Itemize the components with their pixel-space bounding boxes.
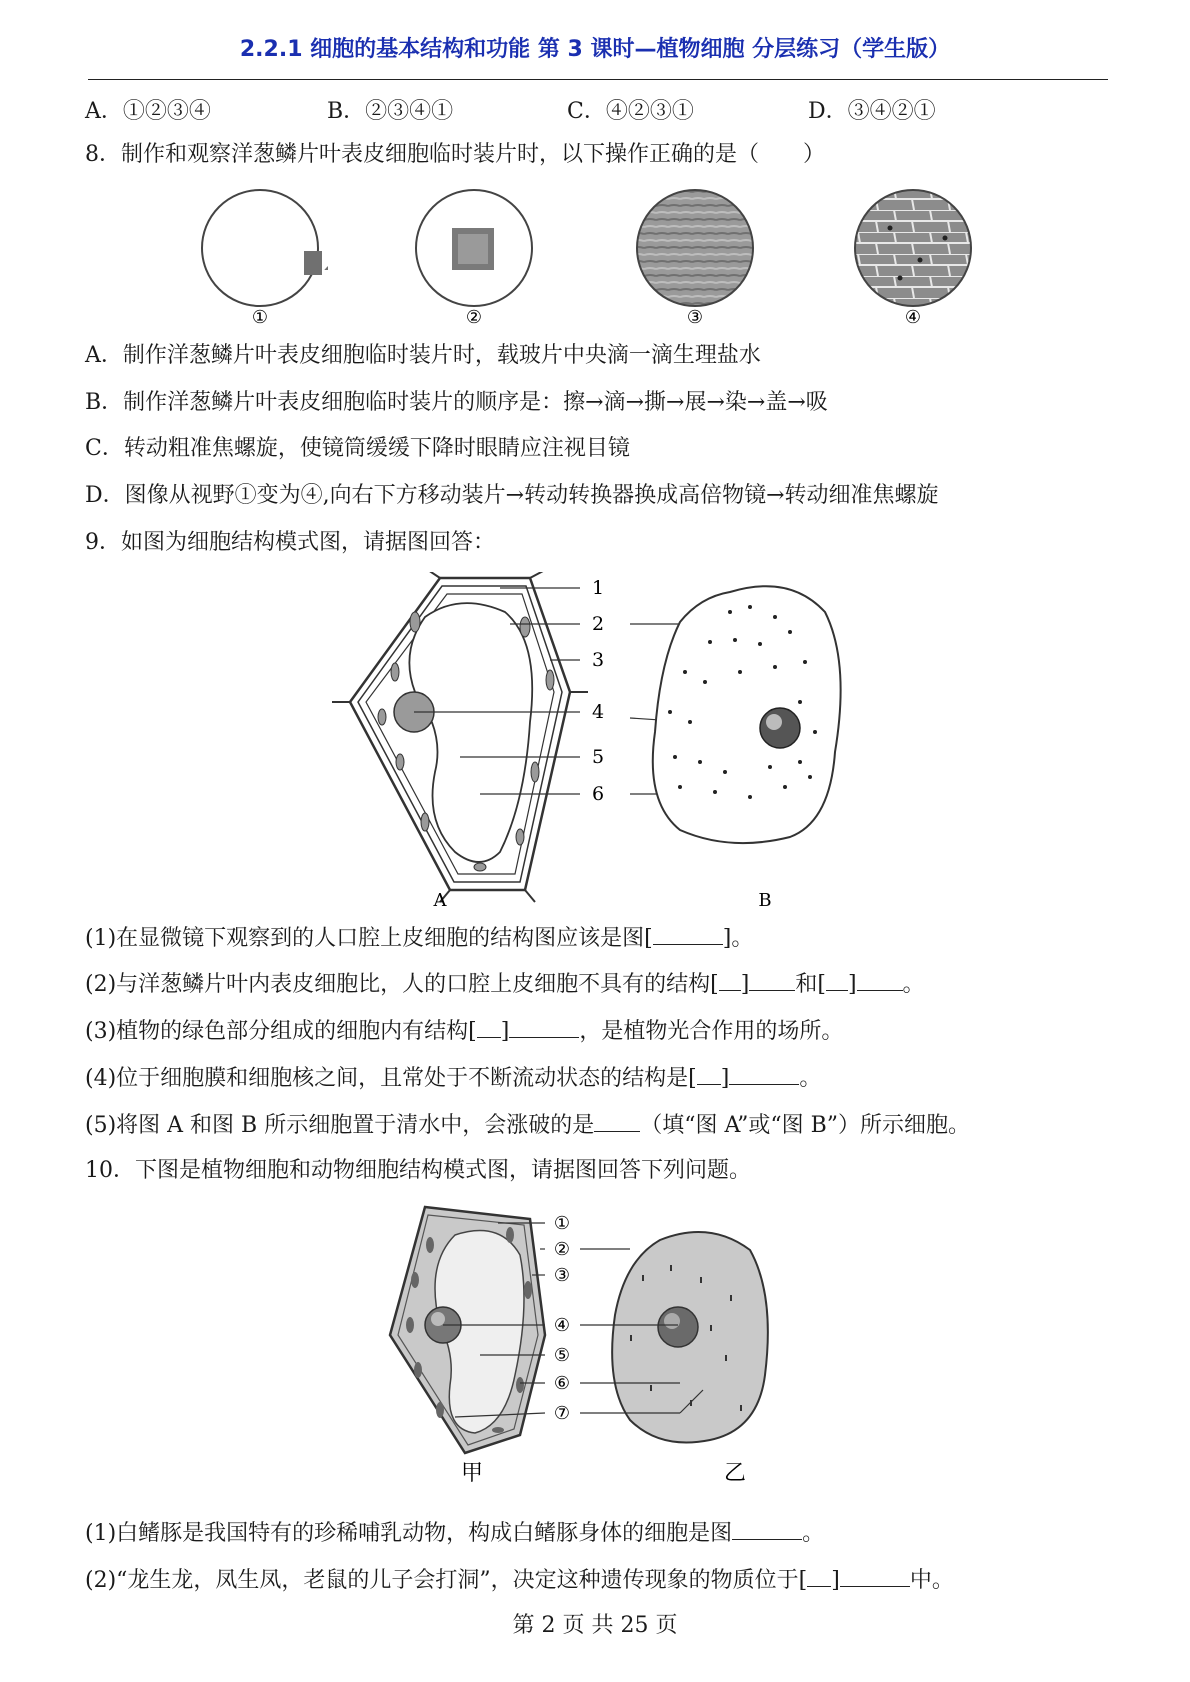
q7-option-c: C．④②③①: [567, 99, 694, 124]
answer-blank[interactable]: [840, 1564, 910, 1587]
q9-question-4: (4)位于细胞膜和细胞核之间，且常处于不断流动状态的结构是[ ] 。: [85, 1062, 821, 1094]
q7-option-a: A．①②③④: [85, 99, 211, 124]
answer-blank[interactable]: [509, 1015, 579, 1038]
field-of-view-4: [855, 190, 971, 306]
q7-option-b: B．②③④①: [327, 99, 454, 124]
label-circled-1: ①: [553, 1213, 571, 1234]
page-footer: 第 2 页 共 25 页: [512, 1613, 678, 1638]
q8-option-b: B．制作洋葱鳞片叶表皮细胞临时装片的顺序是：擦→滴→撕→展→染→盖→吸: [85, 390, 828, 415]
q10-cell-diagram: [380, 1205, 810, 1487]
fig-label-1: ①: [251, 307, 269, 328]
cell-a-label: A: [433, 890, 447, 911]
fig-label-4: ④: [904, 307, 922, 328]
answer-blank[interactable]: [697, 1062, 721, 1085]
label-5: 5: [592, 746, 605, 768]
answer-blank[interactable]: [719, 968, 741, 991]
q9-question-5: (5)将图 A 和图 B 所示细胞置于清水中，会涨破的是 （填“图 A”或“图 B”）所示细胞。: [85, 1109, 970, 1141]
fig-label-3: ③: [686, 307, 704, 328]
fig-label-2: ②: [465, 307, 483, 328]
q10-stem: 10．下图是植物细胞和动物细胞结构模式图，请据图回答下列问题。: [85, 1158, 751, 1183]
q9-cell-diagram: [330, 572, 870, 912]
specimen-corner: [304, 251, 322, 275]
label-3: 3: [592, 649, 605, 671]
label-6: 6: [592, 783, 605, 805]
answer-blank[interactable]: [732, 1517, 802, 1540]
q8-microscope-figure: [200, 188, 990, 328]
label-circled-6: ⑥: [553, 1373, 571, 1394]
answer-blank[interactable]: [729, 1062, 799, 1085]
q7-option-d: D．③④②①: [808, 99, 936, 124]
cell-yi-label: 乙: [723, 1461, 747, 1486]
q9-question-3: (3)植物的绿色部分组成的细胞内有结构[ ] ，是植物光合作用的场所。: [85, 1015, 843, 1047]
nucleus-yi: [658, 1307, 698, 1347]
cell-jia-label: 甲: [460, 1461, 484, 1486]
label-4: 4: [592, 701, 605, 723]
label-2: 2: [592, 613, 605, 635]
q9-question-1: (1)在显微镜下观察到的人口腔上皮细胞的结构图应该是图[ ]。: [85, 922, 753, 954]
answer-blank[interactable]: [807, 1564, 831, 1587]
q10-question-2: (2)“龙生龙，凤生凤，老鼠的儿子会打洞”，决定这种遗传现象的物质位于[ ] 中。: [85, 1564, 954, 1596]
field-of-view-1: [202, 190, 318, 306]
q8-option-c: C．转动粗准焦螺旋，使镜筒缓缓下降时眼睛应注视目镜: [85, 436, 630, 461]
page-header-title: 2.2.1 细胞的基本结构和功能 第 3 课时—植物细胞 分层练习（学生版）: [239, 37, 951, 62]
label-circled-4: ④: [553, 1315, 571, 1336]
header-rule: [88, 79, 1108, 80]
cell-b-label: B: [758, 890, 772, 911]
answer-blank[interactable]: [857, 968, 903, 991]
q9-question-2: (2)与洋葱鳞片叶内表皮细胞比，人的口腔上皮细胞不具有的结构[ ] 和[ ] 。: [85, 968, 925, 1000]
answer-blank[interactable]: [826, 968, 848, 991]
q8-option-d: D．图像从视野①变为④,向右下方移动装片→转动转换器换成高倍物镜→转动细准焦螺旋: [85, 483, 939, 508]
label-1: 1: [592, 577, 605, 599]
label-circled-2: ②: [553, 1239, 571, 1260]
label-circled-5: ⑤: [553, 1345, 571, 1366]
q9-stem: 9．如图为细胞结构模式图，请据图回答：: [85, 530, 495, 555]
answer-blank[interactable]: [653, 922, 723, 945]
q10-question-1: (1)白鳍豚是我国特有的珍稀哺乳动物，构成白鳍豚身体的细胞是图 。: [85, 1517, 824, 1549]
answer-blank[interactable]: [749, 968, 795, 991]
answer-blank[interactable]: [477, 1015, 501, 1038]
q8-option-a: A．制作洋葱鳞片叶表皮细胞临时装片时，载玻片中央滴一滴生理盐水: [85, 343, 761, 368]
field-of-view-3: [637, 190, 753, 306]
label-circled-7: ⑦: [553, 1403, 571, 1424]
label-circled-3: ③: [553, 1265, 571, 1286]
nucleus-b: [760, 708, 800, 748]
cell-membrane-b: [653, 586, 841, 843]
q8-stem: 8．制作和观察洋葱鳞片叶表皮细胞临时装片时，以下操作正确的是（ ）: [85, 142, 825, 167]
answer-blank[interactable]: [594, 1109, 640, 1132]
